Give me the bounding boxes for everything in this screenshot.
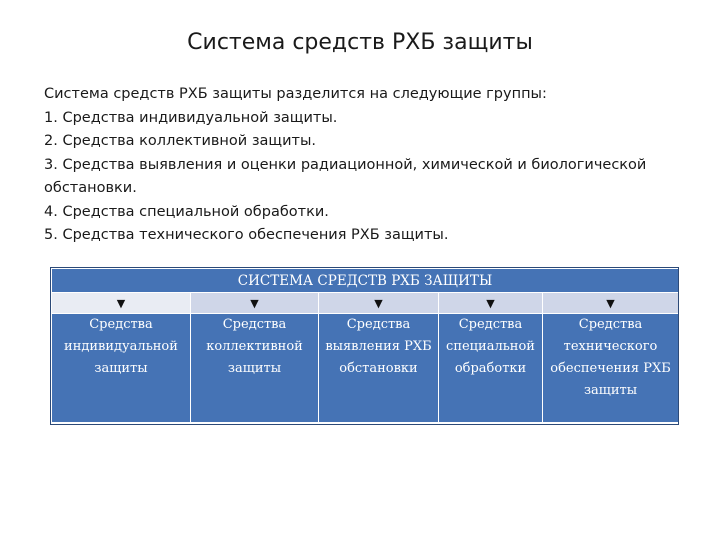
body-text bbox=[44, 83, 684, 248]
intro-text: Система средств РХБ защиты разделится на следующие группы: bbox=[44, 86, 547, 102]
list-item: 3. Средства выявления и оценки радиационной, химической и биологической обстановки. bbox=[44, 156, 647, 196]
diagram-header: СИСТЕМА СРЕДСТВ РХБ ЗАЩИТЫ bbox=[52, 269, 679, 293]
group-box-label: Средства выявления РХБ обстановки bbox=[325, 317, 432, 376]
slide-title: Система средств РХБ защиты bbox=[187, 30, 533, 55]
group-box-label: Средства специальной обработки bbox=[446, 317, 535, 376]
group-box-label: Средства индивидуальной защиты bbox=[64, 317, 178, 376]
list-item: 5. Средства технического обеспечения РХБ защиты. bbox=[44, 227, 449, 243]
group-box-label: Средства технического обеспечения РХБ защиты bbox=[550, 317, 671, 398]
down-arrow-icon: ▼ bbox=[543, 293, 679, 314]
group-box-detection bbox=[319, 314, 439, 423]
down-arrow-icon: ▼ bbox=[319, 293, 439, 314]
list-item: 4. Средства специальной обработки. bbox=[44, 203, 329, 220]
group-box-technical-support bbox=[543, 314, 679, 423]
down-arrow-icon: ▼ bbox=[52, 293, 191, 314]
group-box-special-treatment bbox=[439, 314, 543, 423]
list-item: 1. Средства индивидуальной защиты. bbox=[44, 109, 338, 126]
group-box-label: Средства коллективной защиты bbox=[206, 317, 303, 376]
structure-diagram bbox=[51, 268, 679, 423]
list-item: 2. Средства коллективной защиты. bbox=[44, 133, 317, 149]
group-box-collective bbox=[191, 314, 319, 423]
down-arrow-icon: ▼ bbox=[439, 293, 543, 314]
group-box-individual bbox=[52, 314, 191, 423]
down-arrow-icon: ▼ bbox=[191, 293, 319, 314]
